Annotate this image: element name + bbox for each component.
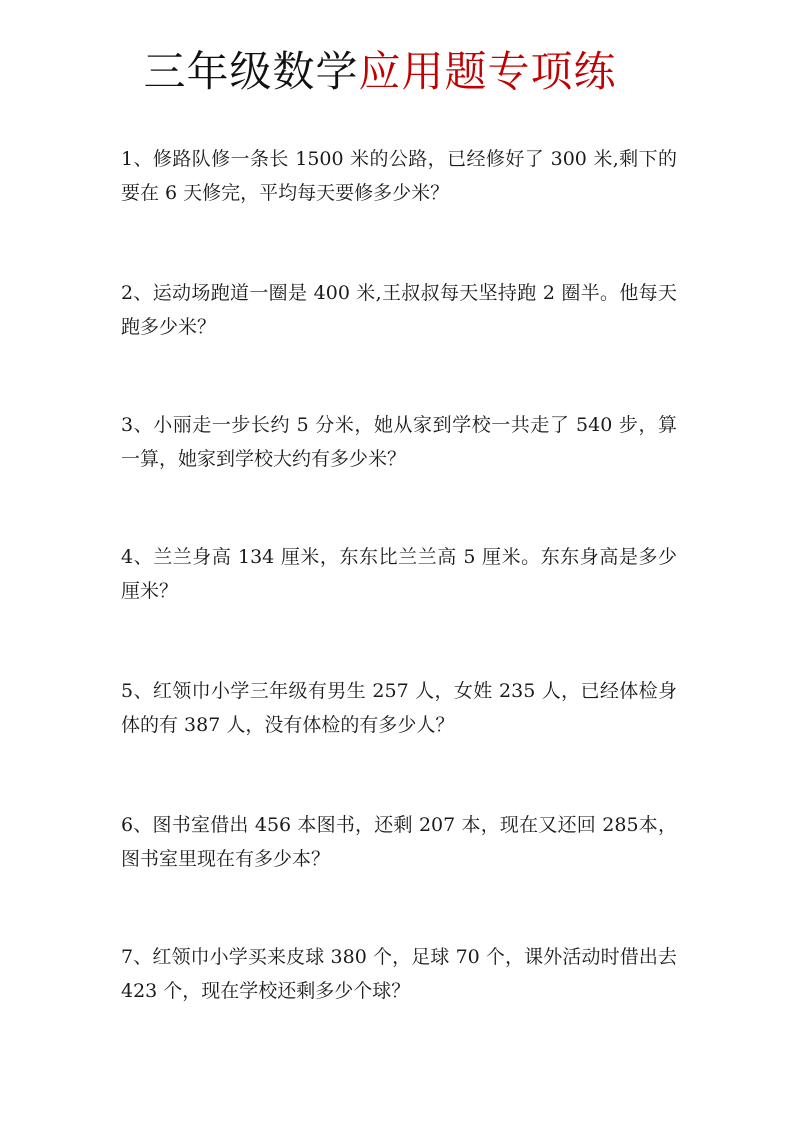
question-4: 4、兰兰身高 134 厘米，东东比兰兰高 5 厘米。东东身高是多少厘米？	[121, 546, 677, 602]
title-primary-text: 三年级数学	[143, 47, 359, 96]
title-accent-text: 应用题专项练	[358, 47, 617, 96]
question-6: 6、图书室借出 456 本图书，还剩 207 本，现在又还回 285本，图书室里现在有多少本？	[121, 814, 677, 870]
page-title	[0, 44, 760, 100]
question-3: 3、小丽走一步长约 5 分米，她从家到学校一共走了 540 步，算一算，她家到学校大约有多少米？	[121, 414, 677, 470]
question-2: 2、运动场跑道一圈是 400 米,王叔叔每天坚持跑 2 圈半。他每天跑多少米？	[121, 282, 677, 338]
question-1: 1、修路队修一条长 1500 米的公路，已经修好了 300 米,剩下的要在 6 天修完，平均每天要修多少米？	[121, 148, 677, 204]
question-5: 5、红领巾小学三年级有男生 257 人，女姓 235 人，已经体检身体的有 387 人，没有体检的有多少人？	[121, 680, 677, 736]
question-7: 7、红领巾小学买来皮球 380 个，足球 70 个，课外活动时借出去 423 个，现在学校还剩多少个球？	[121, 946, 684, 1002]
